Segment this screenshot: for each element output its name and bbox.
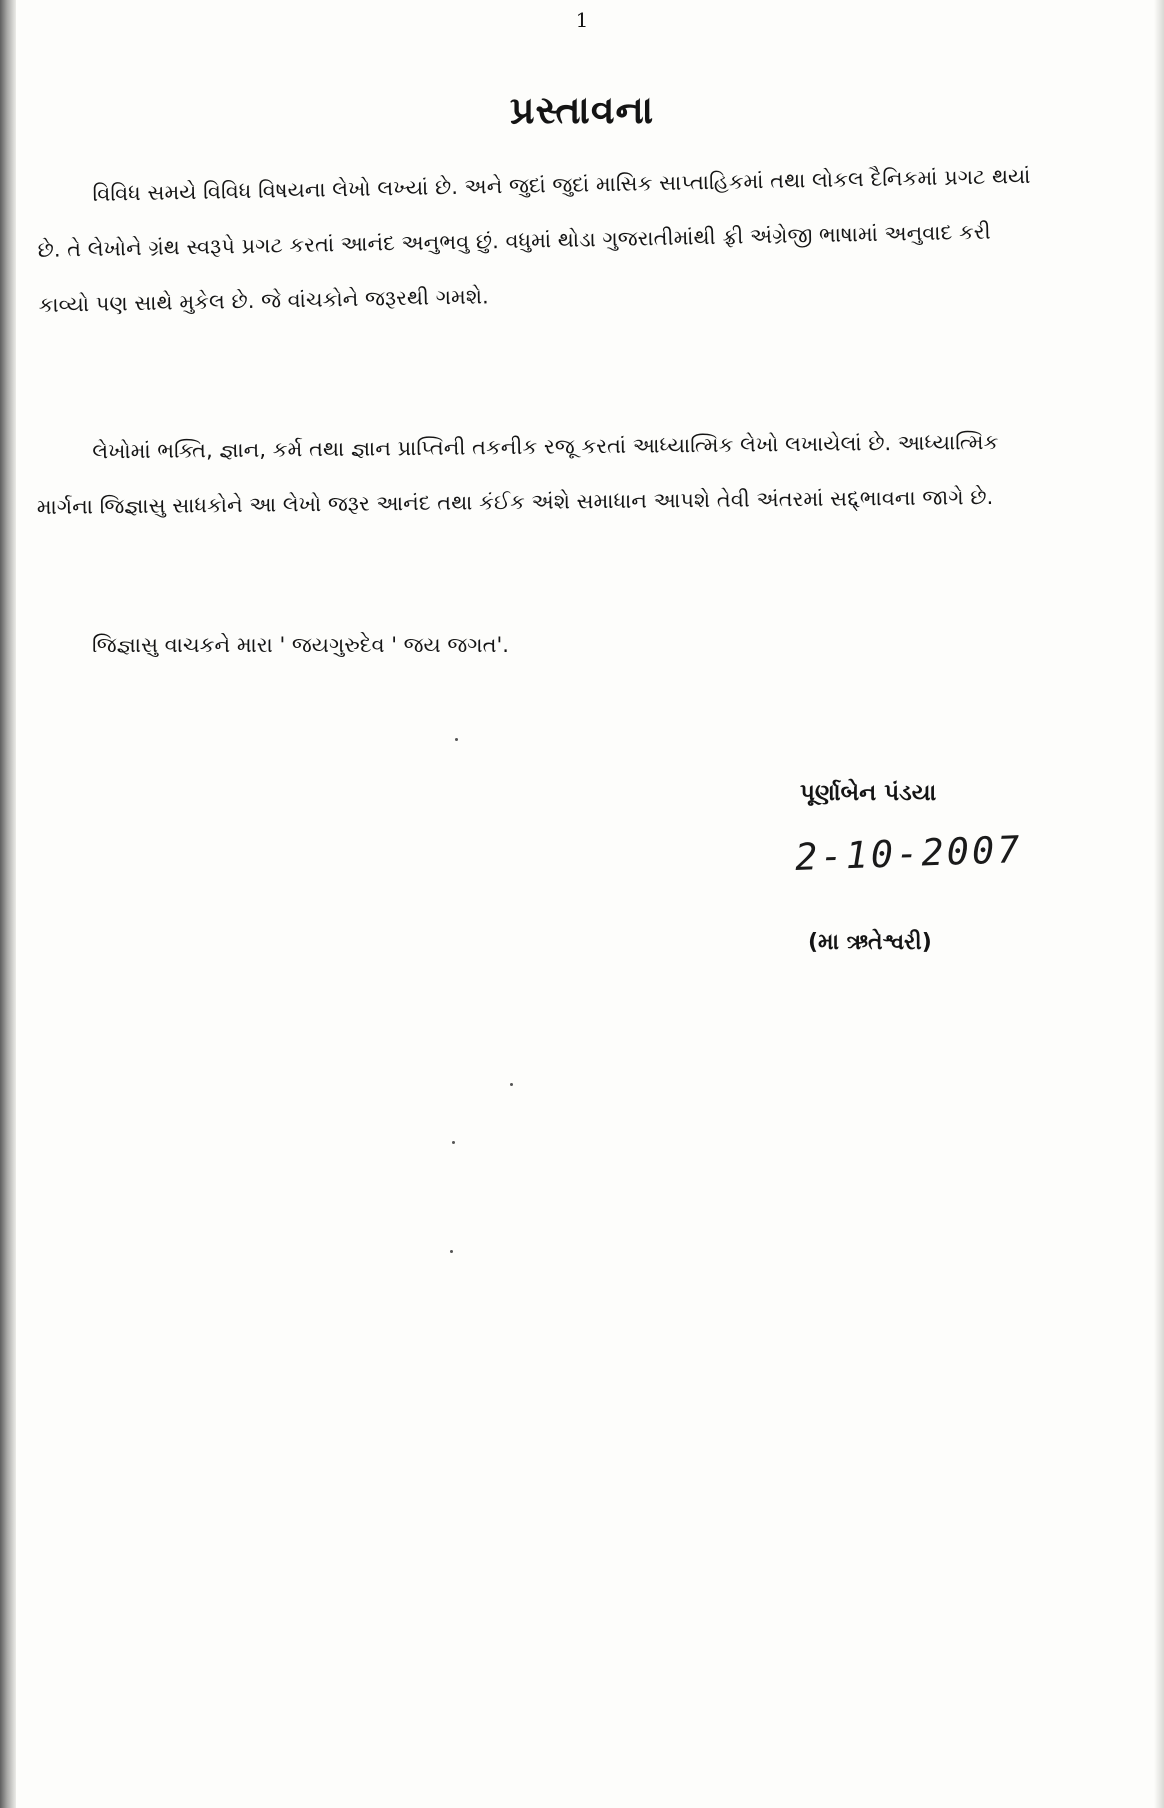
dust-speck xyxy=(455,738,458,741)
paragraph-indent xyxy=(36,458,92,459)
page-binding-shadow xyxy=(0,0,16,1808)
paragraph-1 xyxy=(36,149,1039,333)
paragraph-3-text: જિજ્ઞાસુ વાચકને મારા ' જયગુરુદેવ ' જય જગત'. xyxy=(92,633,509,657)
dust-speck xyxy=(452,1141,455,1144)
page-title: પ્રસ્તાવના xyxy=(509,88,655,132)
paragraph-2-text: લેખોમાં ભક્તિ, જ્ઞાન, કર્મ તથા જ્ઞાન પ્રાપ્તિની તકનીક રજૂ કરતાં આધ્યાત્મિક લેખો લખાયેલાં છે. આધ્યાત્મિક માર્ગના જિજ્ઞાસુ સાધકોને આ લેખો જરૂર આનંદ તથા કંઈક અંશે સમાધાન આપશે તેવી અંતરમાં સદ્દ્ભાવના જાગે છે. xyxy=(36,429,999,519)
author-name: પૂર્ણાબેન પંડયા xyxy=(800,780,937,806)
handwritten-date: 2-10-2007 xyxy=(794,828,1024,879)
paragraph-3 xyxy=(36,618,1036,673)
dust-speck xyxy=(510,1083,513,1086)
author-alias: (મા ઋતેશ્વરી) xyxy=(808,930,932,955)
paragraph-2 xyxy=(36,415,1037,535)
paragraph-1-text: વિવિધ સમયે વિવિધ વિષયના લેખો લખ્યાં છે. અને જુદાં જુદાં માસિક સાપ્તાહિકમાં તથા લોકલ દૈનિકમાં પ્રગટ થયાં છે. તે લેખોને ગ્રંથ સ્વરૂપે પ્રગટ કરતાં આનંદ અનુભવુ છું. વધુમાં થોડા ગુજરાતીમાંથી ફ્રી અંગ્રેજી ભાષામાં અનુવાદ કરી કાવ્યો પણ સાથે મુકેલ છે. જે વાંચકોને જરૂરથી ગમશે. xyxy=(37,163,1031,317)
page-number: 1 xyxy=(575,8,589,32)
paragraph-indent xyxy=(37,201,93,202)
page-right-edge xyxy=(1154,0,1164,1808)
dust-speck xyxy=(450,1250,453,1253)
